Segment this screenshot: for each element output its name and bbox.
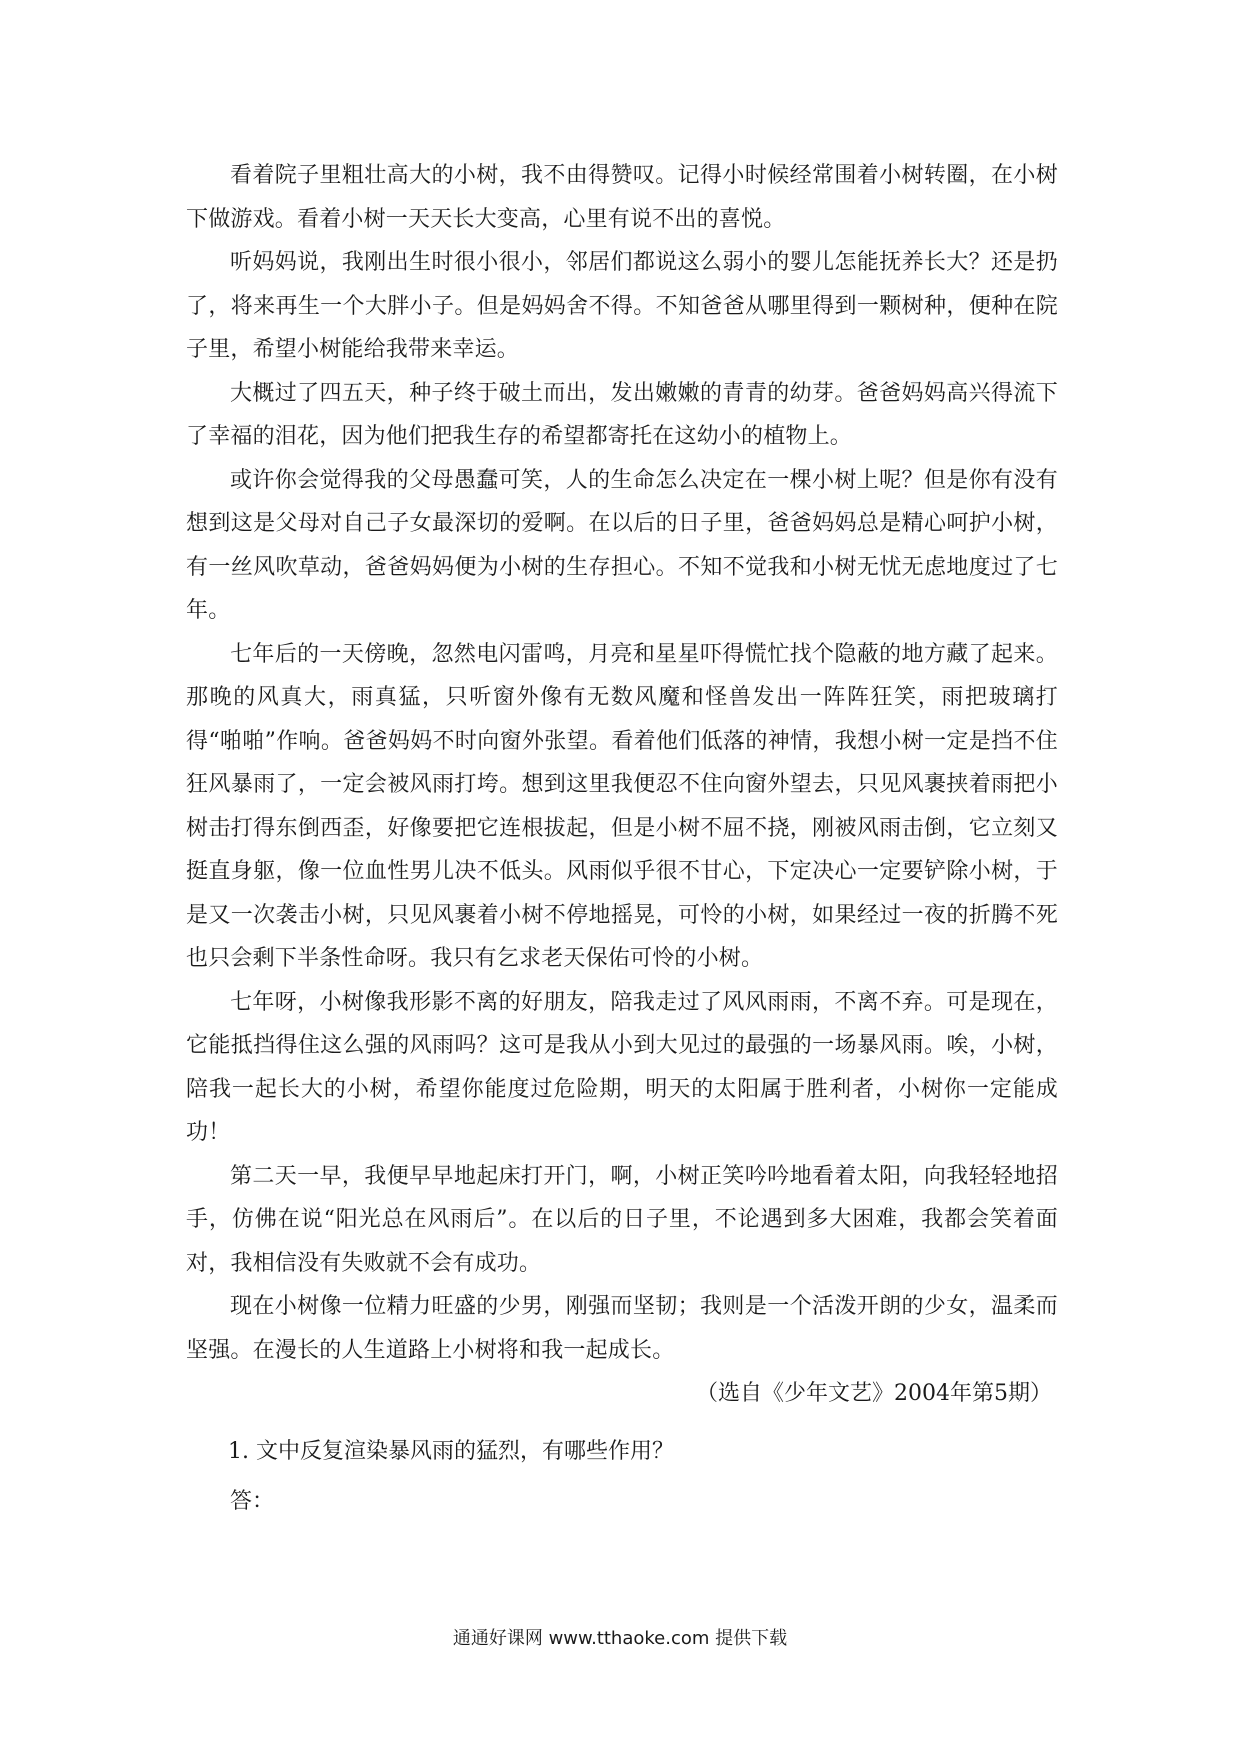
paragraph-8: 现在小树像一位精力旺盛的少男，刚强而坚韧；我则是一个活泼开朗的少女，温柔而坚强。在漫长的人生道路上小树将和我一起成长。 xyxy=(186,1294,1058,1363)
source-citation: （选自《少年文艺》2004年第5期） xyxy=(696,1381,1052,1406)
question-1: 1. 文中反复渲染暴风雨的猛烈，有哪些作用？ xyxy=(228,1438,674,1464)
article-body xyxy=(186,154,1058,1524)
paragraph-6: 七年呀，小树像我形影不离的好朋友，陪我走过了风风雨雨，不离不弃。可是现在，它能抵挡得住这么强的风雨吗？这可是我从小到大见过的最强的一场暴风雨。唉，小树，陪我一起长大的小树，希望你能度过危险期，明天的太阳属于胜利者，小树你一定能成功！ xyxy=(186,989,1058,1145)
paragraph-1: 看着院子里粗壮高大的小树，我不由得赞叹。记得小时候经常围着小树转圈，在小树下做游戏。看着小树一天天长大变高，心里有说不出的喜悦。 xyxy=(186,163,1058,232)
answer-label: 答： xyxy=(230,1489,275,1514)
paragraph-4: 或许你会觉得我的父母愚蠢可笑，人的生命怎么决定在一棵小树上呢？但是你有没有想到这是父母对自己子女最深切的爱啊。在以后的日子里，爸爸妈妈总是精心呵护小树，有一丝风吹草动，爸爸妈妈便为小树的生存担心。不知不觉我和小树无忧无虑地度过了七年。 xyxy=(186,467,1058,623)
page-footer: 通通好课网 www.tthaoke.com 提供下载 xyxy=(452,1628,788,1649)
paragraph-3: 大概过了四五天，种子终于破土而出，发出嫩嫩的青青的幼芽。爸爸妈妈高兴得流下了幸福的泪花，因为他们把我生存的希望都寄托在这幼小的植物上。 xyxy=(186,380,1058,449)
paragraph-7: 第二天一早，我便早早地起床打开门，啊，小树正笑吟吟地看着太阳，向我轻轻地招手，仿佛在说“阳光总在风雨后”。在以后的日子里，不论遇到多大困难，我都会笑着面对，我相信没有失败就不会有成功。 xyxy=(186,1163,1058,1276)
paragraph-2: 听妈妈说，我刚出生时很小很小，邻居们都说这么弱小的婴儿怎能抚养长大？还是扔了，将来再生一个大胖小子。但是妈妈舍不得。不知爸爸从哪里得到一颗树种，便种在院子里，希望小树能给我带来幸运。 xyxy=(186,250,1058,362)
paragraph-5: 七年后的一天傍晚，忽然电闪雷鸣，月亮和星星吓得慌忙找个隐蔽的地方藏了起来。那晚的风真大，雨真猛，只听窗外像有无数风魔和怪兽发出一阵阵狂笑，雨把玻璃打得“啪啪”作响。爸爸妈妈不时向窗外张望。看着他们低落的神情，我想小树一定是挡不住狂风暴雨了，一定会被风雨打垮。想到这里我便忍不住向窗外望去，只见风裹挟着雨把小树击打得东倒西歪，好像要把它连根拔起，但是小树不屈不挠，刚被风雨击倒，它立刻又挺直身躯，像一位血性男儿决不低头。风雨似乎很不甘心，下定决心一定要铲除小树，于是又一次袭击小树，只见风裹着小树不停地摇晃，可怜的小树，如果经过一夜的折腾不死也只会剩下半条性命呀。我只有乞求老天保佑可怜的小树。 xyxy=(186,641,1058,971)
